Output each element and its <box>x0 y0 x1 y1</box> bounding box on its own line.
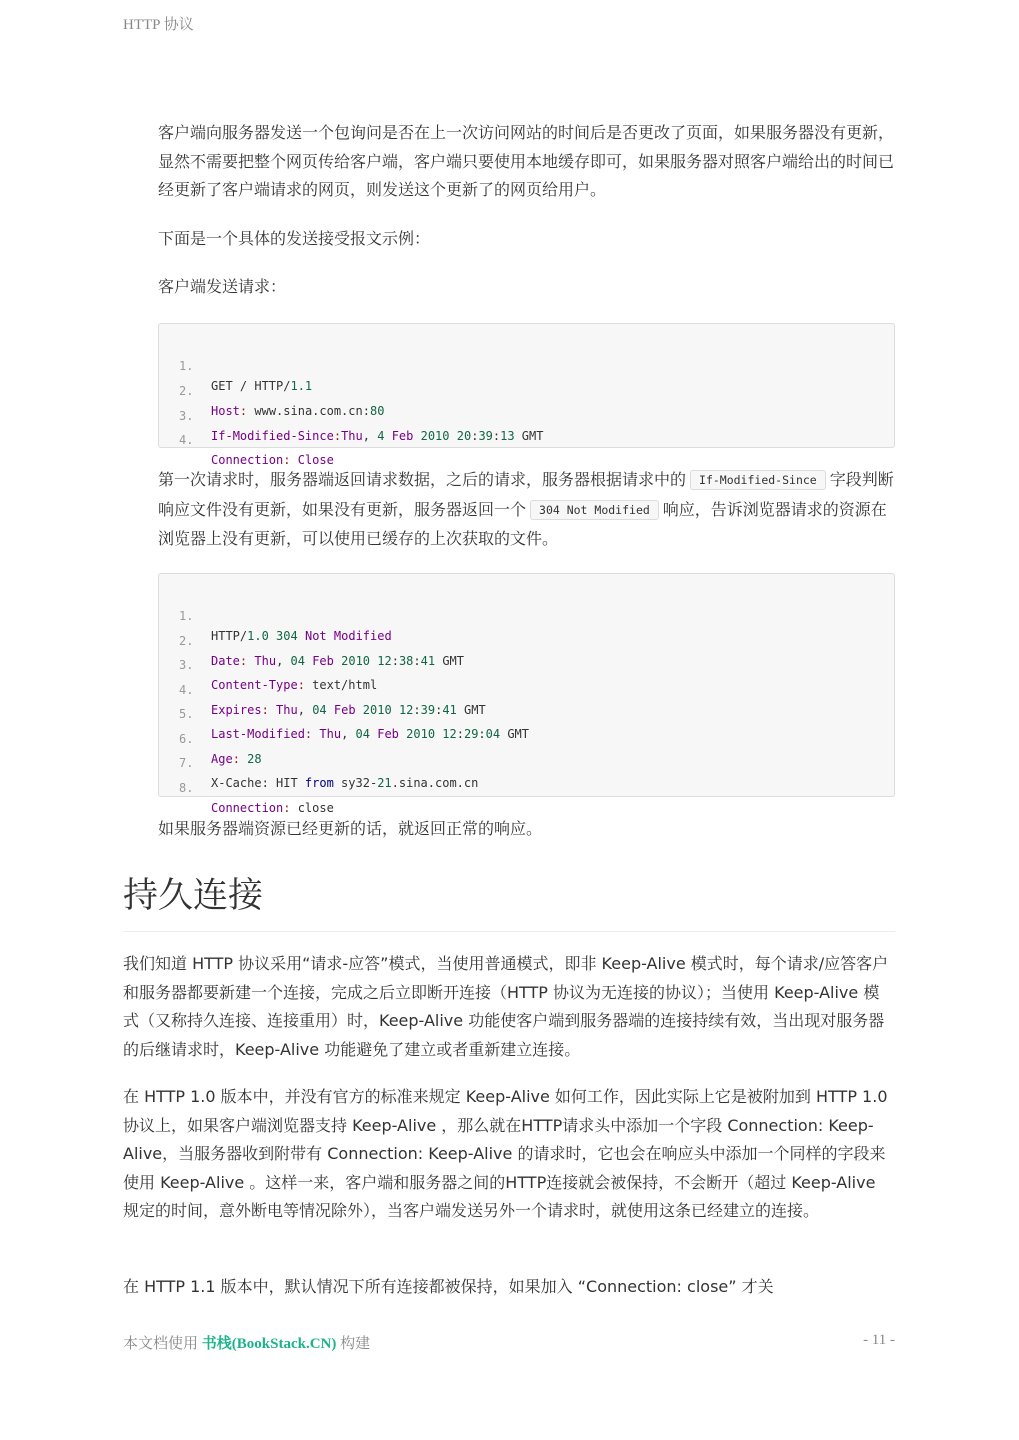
paragraph: 在 HTTP 1.1 版本中，默认情况下所有连接都被保持，如果加入 “Connection: close” 才关 <box>123 1277 774 1296</box>
line-number: 2. <box>179 634 194 648</box>
inline-code: If-Modified-Since <box>690 470 826 490</box>
paragraph: 如果服务器端资源已经更新的话，就返回正常的响应。 <box>158 819 543 838</box>
line-number: 4. <box>179 683 194 697</box>
line-number: 4. <box>179 433 194 447</box>
code-text: Host: www.sina.com.cn:80 <box>211 404 385 418</box>
footer-suffix: 构建 <box>340 1336 371 1352</box>
code-text: Content-Type: text/html <box>211 678 378 692</box>
code-text: HTTP/1.0 304 Not Modified <box>211 629 392 643</box>
line-number: 1. <box>179 609 194 623</box>
section-heading: 持久连接 <box>123 876 264 916</box>
paragraph <box>158 466 895 554</box>
page-number: - 11 - <box>863 1332 895 1348</box>
line-number: 5. <box>179 707 194 721</box>
code-text: X-Cache: HIT from sy32-21.sina.com.cn <box>211 776 479 790</box>
line-number: 3. <box>179 409 194 423</box>
code-text: Last-Modified: Thu, 04 Feb 2010 12:29:04 GMT <box>211 727 530 741</box>
paragraph-text: 第一次请求时，服务器端返回请求数据，之后的请求，服务器根据请求中的 <box>158 470 687 489</box>
paragraph-text: 响应，告诉浏览器请求的资源在浏览器上没有更新，可以使用已缓存的上次获取的文件。 <box>158 499 887 548</box>
code-line <box>159 709 262 766</box>
code-block-request <box>158 323 895 467</box>
heading-divider <box>123 931 895 932</box>
paragraph: 下面是一个具体的发送接受报文示例： <box>158 229 431 248</box>
line-number: 7. <box>179 756 194 770</box>
code-text: Expires: Thu, 04 Feb 2010 12:39:41 GMT <box>211 703 486 717</box>
paragraph: 在 HTTP 1.0 版本中，并没有官方的标准来规定 Keep-Alive 如何工作，因此实际上它是被附加到 HTTP 1.0协议上，如果客户端浏览器支持 Keep-Alive ，那么就在HTTP请求头中添加一个字段 Connection: Keep-Alive，当服务器收到附带有 Connection: Keep-Alive 的请求时，它也会在响应头中添加一个同样的字段来使用 Keep-Alive 。这样一来，客户端和服务器之间的HTTP连接就会被保持，不会断开（超过 Keep-Alive 规定的时间，意外断电等情况除外），当客户端发送另外一个请求时，就使用这条已经建立的连接。 <box>123 1087 888 1220</box>
inline-code: 304 Not Modified <box>530 500 659 520</box>
footer-prefix: 本文档使用 <box>123 1336 199 1352</box>
code-text: Connection: close <box>211 801 334 815</box>
code-line <box>159 410 334 467</box>
running-header: HTTP 协议 <box>123 17 194 33</box>
line-number: 3. <box>179 658 194 672</box>
paragraph: 我们知道 HTTP 协议采用“请求-应答”模式，当使用普通模式，即非 Keep-Alive 模式时，每个请求/应答客户和服务器都要新建一个连接，完成之后立即断开连接（HTTP 协议为无连接的协议）；当使用 Keep-Alive 模式（又称持久连接、连接重用）时，Keep-Alive 功能使客户端到服务器端的连接持续有效，当出现对服务器的后继请求时，Keep-Alive 功能避免了建立或者重新建立连接。 <box>123 954 889 1059</box>
code-block-response <box>158 573 895 815</box>
code-line <box>159 586 392 643</box>
footer <box>123 1332 895 1353</box>
bookstack-link[interactable]: 书栈(BookStack.CN) <box>201 1336 337 1352</box>
code-line <box>159 336 313 393</box>
code-text: Connection: Close <box>211 453 334 467</box>
code-text: Date: Thu, 04 Feb 2010 12:38:41 GMT <box>211 654 464 668</box>
code-text: Age: 28 <box>211 752 262 766</box>
code-text: GET / HTTP/1.1 <box>211 379 313 393</box>
code-text: If-Modified-Since:Thu, 4 Feb 2010 20:39:13 GMT <box>211 429 544 443</box>
paragraph: 客户端向服务器发送一个包询问是否在上一次访问网站的时间后是否更改了页面，如果服务器没有更新，显然不需要把整个网页传给客户端，客户端只要使用本地缓存即可，如果服务器对照客户端给出的时间已经更新了客户端请求的网页，则发送这个更新了的网页给用户。 <box>158 123 895 199</box>
line-number: 1. <box>179 359 194 373</box>
paragraph: 客户端发送请求： <box>158 277 287 296</box>
line-number: 2. <box>179 384 194 398</box>
line-number: 8. <box>179 781 194 795</box>
paragraph-text: 字段判断响应文件没有更新，如果没有更新，服务器返回一个 <box>158 470 894 519</box>
line-number: 6. <box>179 732 194 746</box>
